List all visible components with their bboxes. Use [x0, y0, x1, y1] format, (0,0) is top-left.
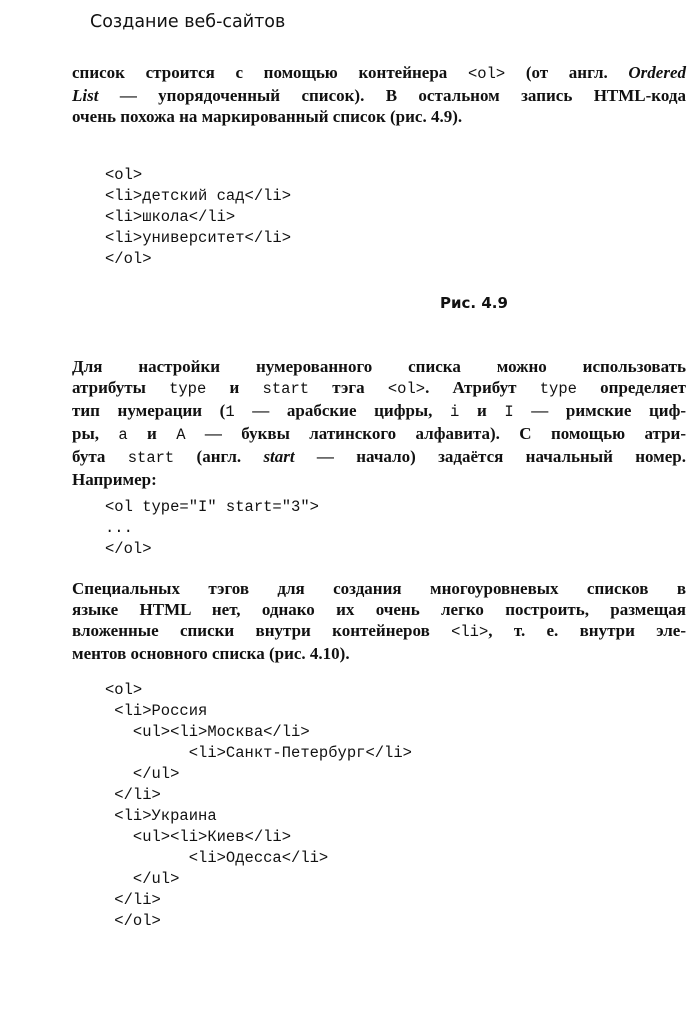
text-line: ры, a и A — буквы латинского алфавита). С помощью атри- — [72, 424, 686, 444]
code-line: <li>университет</li> — [105, 229, 292, 247]
text-line: ментов основного списка (рис. 4.10). — [72, 644, 350, 663]
text-line: очень похожа на маркированный список (рис. 4.9). — [72, 107, 463, 126]
code-line: <ul><li>Москва</li> — [105, 723, 310, 741]
code-line: ... — [105, 519, 133, 537]
code-line: </ol> — [105, 250, 152, 268]
text-line: Специальных тэгов для создания многоуровневых списков в — [72, 579, 686, 598]
running-header: Создание веб-сайтов — [90, 12, 286, 32]
text-line: тип нумерации (1 — арабские цифры, i и I — римские циф- — [72, 401, 686, 421]
text-line: список строится с помощью контейнера <ol> (от англ. Ordered — [72, 63, 686, 83]
code-line: <ul><li>Киев</li> — [105, 828, 292, 846]
code-line: <li>Украина — [105, 807, 217, 825]
code-line: <li>детский сад</li> — [105, 187, 292, 205]
code-line: <li>Россия — [105, 702, 208, 720]
text-line: Для настройки нумерованного списка можно использовать — [72, 357, 686, 376]
code-line: <ol> — [105, 166, 143, 184]
code-line: <li>Санкт-Петербург</li> — [105, 744, 412, 762]
code-line: <ol> — [105, 681, 143, 699]
code-line: </ul> — [105, 870, 180, 888]
code-line: <ol type="I" start="3"> — [105, 498, 319, 516]
figure-caption: Рис. 4.9 — [440, 294, 508, 312]
text-line: бута start (англ. start — начало) задаётся начальный номер. — [72, 447, 686, 467]
code-listing-fig-4-10 — [105, 680, 412, 932]
text-line: атрибуты type и start тэга <ol>. Атрибут type определяет — [72, 378, 687, 398]
paragraph-nested-lists — [72, 578, 686, 664]
code-line: </ol> — [105, 912, 161, 930]
code-line: </ul> — [105, 765, 180, 783]
paragraph-list-attributes — [72, 356, 686, 490]
code-line: <li>школа</li> — [105, 208, 236, 226]
code-listing-type-start — [105, 497, 319, 560]
text-line: языке HTML нет, однако их очень легко построить, размещая — [72, 600, 686, 619]
code-line: </li> — [105, 786, 161, 804]
text-line: вложенные списки внутри контейнеров <li>, т. е. внутри эле- — [72, 621, 687, 641]
code-line: </li> — [105, 891, 161, 909]
text-line: List — упорядоченный список). В остальном запись HTML-кода — [72, 86, 686, 105]
code-listing-fig-4-9 — [105, 165, 291, 270]
text-line: Например: — [72, 470, 157, 489]
paragraph-ordered-list-intro — [72, 62, 686, 127]
code-line: </ol> — [105, 540, 152, 558]
code-line: <li>Одесса</li> — [105, 849, 329, 867]
